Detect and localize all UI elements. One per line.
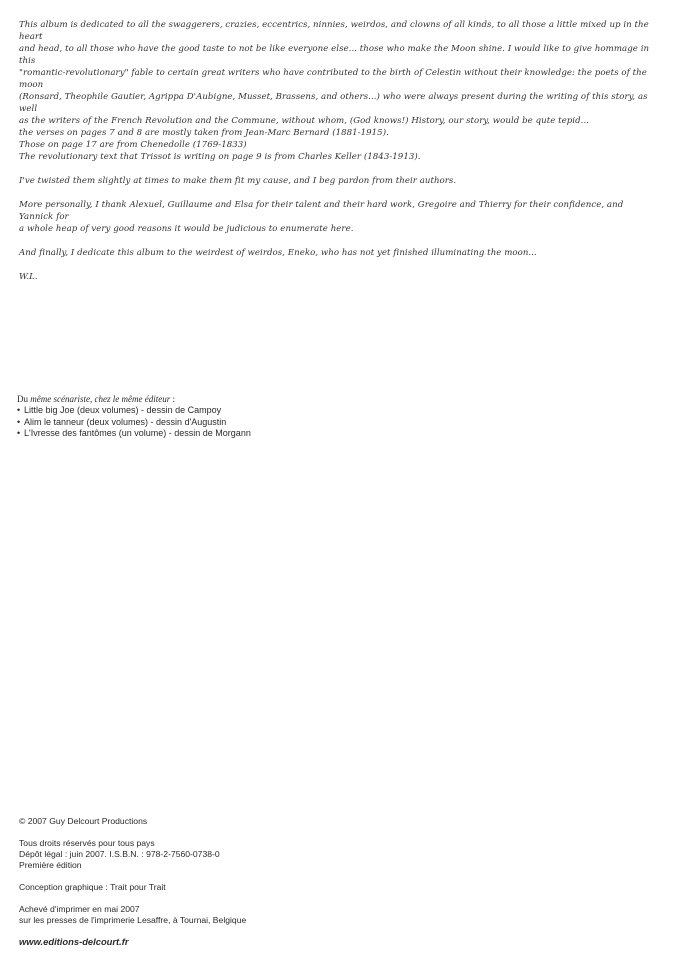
bibliography-item [17,428,417,439]
colophon [19,816,419,958]
dedication-line: Those on page 17 are from Chenedolle (1769-1833) [19,140,247,150]
dedication-signature: W.L. [19,272,38,282]
bibliography-item [17,405,417,416]
dedication-line: a whole heap of very good reasons it would be judicious to enumerate here. [19,224,354,234]
dedication-line: The revolutionary text that Trissot is writing on page 9 is from Charles Keller (1843-1913). [19,152,421,162]
legal-deposit: Dépôt légal : juin 2007. I.S.B.N. : 978-2-7560-0738-0 [19,849,220,859]
printer-info: sur les presses de l'imprimerie Lesaffre, à Tournai, Belgique [19,915,247,925]
bibliography-intro-emphasis: même scénariste, chez le même éditeur [30,394,171,404]
bibliography-item-label: Little big Joe (deux volumes) - dessin de Campoy [24,405,222,416]
bibliography-item [17,417,417,428]
dedication-line: More personally, I thank Alexuel, Guillaume and Elsa for their talent and their hard work, Gregoire and Thierry for their confidence, and Yannick for [19,200,624,222]
bullet-icon: • [17,405,21,416]
bibliography [17,394,417,440]
printed-date: Achevé d'imprimer en mai 2007 [19,904,140,914]
design-credit: Conception graphique : Trait pour Trait [19,882,166,892]
dedication-line: the verses on pages 7 and 8 are mostly taken from Jean-Marc Bernard (1881-1915). [19,128,389,138]
dedication-line: "romantic-revolutionary" fable to certain great writers who have contributed to the birth of Celestin without their knowledge: the poets of the moon [19,68,647,90]
bullet-icon: • [17,416,21,427]
bullet-icon: • [17,428,21,439]
dedication-text [19,19,659,295]
bibliography-item-label: Alim le tanneur (deux volumes) - dessin d'Augustin [24,416,227,427]
dedication-line: (Ronsard, Theophile Gautier, Agrippa D'Aubigne, Musset, Brassens, and others...) who were always present during the writing of this story, as well [19,92,648,114]
dedication-paragraph-2: I've twisted them slightly at times to make them fit my cause, and I beg pardon from their authors. [19,176,457,186]
dedication-line: and head, to all those who have the good taste to not be like everyone else... those who make the Moon shine. I would like to give hommage in this [19,44,650,66]
legal-block [19,838,419,871]
copyright-notice: © 2007 Guy Delcourt Productions [19,816,148,826]
bibliography-item-label: L'Ivresse des fantômes (un volume) - dessin de Morgann [24,428,251,439]
dedication-paragraph-1 [19,19,659,163]
bibliography-list [17,405,417,439]
bibliography-intro [17,394,417,405]
dedication-line: as the writers of the French Revolution and the Commune, without whom, (God knows!) History, our story, would be qute tepid... [19,116,590,126]
printing-block [19,904,419,926]
rights-notice: Tous droits réservés pour tous pays [19,838,155,848]
website-link[interactable]: www.editions-delcourt.fr [19,936,129,947]
dedication-paragraph-3 [19,199,659,235]
edition-notice: Première édition [19,860,82,870]
bibliography-intro-prefix: Du [17,394,31,404]
dedication-line: This album is dedicated to all the swaggerers, crazies, eccentrics, ninnies, weirdos, and clowns of all kinds, to all those a little mixed up in the heart [19,20,649,42]
bibliography-intro-suffix: : [170,394,175,404]
dedication-paragraph-4: And finally, I dedicate this album to the weirdest of weirdos, Eneko, who has not yet finished illuminating the moon... [19,248,537,258]
